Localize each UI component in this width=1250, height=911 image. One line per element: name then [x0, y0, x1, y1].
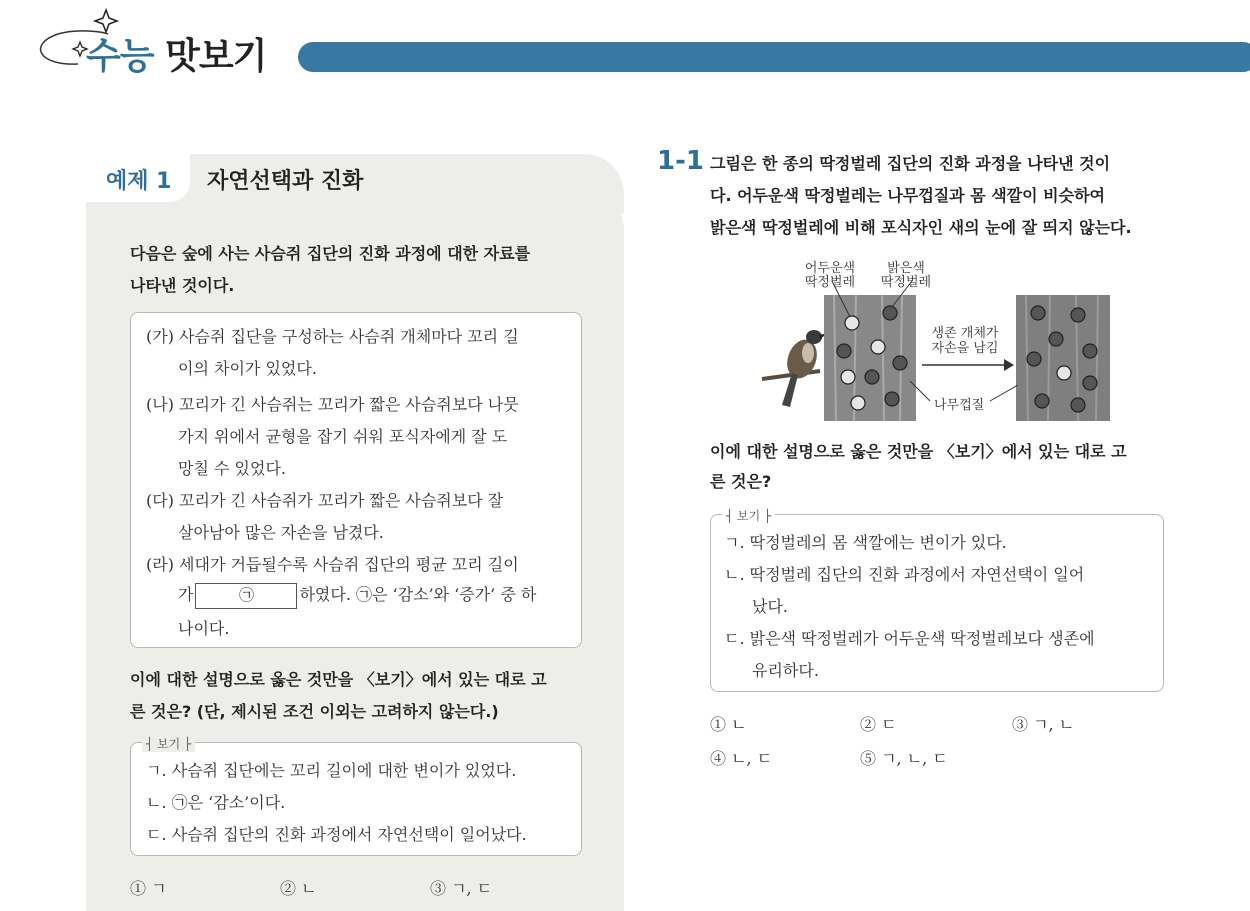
- data-item-3-line1: (다) 꼬리가 긴 사슴쥐가 꼬리가 짧은 사슴쥐보다 잘: [146, 491, 504, 510]
- title-accent: 수능: [86, 36, 154, 77]
- problem-choice-3[interactable]: ③ ㄱ, ㄴ: [1012, 715, 1075, 734]
- example-ask-line1: 이에 대한 설명으로 옳은 것만을 〈보기〉에서 있는 대로 고: [130, 670, 547, 689]
- problem-text-line2: 다. 어두운색 딱정벌레는 나무껍질과 몸 색깔이 비슷하여: [710, 186, 1105, 205]
- figure-label-dark: 어두운색 딱정벌레: [804, 261, 856, 290]
- figure-label-light: 밝은색 딱정벌레: [880, 261, 932, 290]
- problem-choice-2[interactable]: ② ㄷ: [860, 715, 897, 734]
- page-title: [86, 28, 266, 79]
- bird-icon: [782, 330, 828, 407]
- example-question-line2: 나타낸 것이다.: [130, 276, 235, 295]
- problem-text-line3: 밝은색 딱정벌레에 비해 포식자인 새의 눈에 잘 띄지 않는다.: [710, 218, 1132, 237]
- problem-ask-line1: 이에 대한 설명으로 옳은 것만을 〈보기〉에서 있는 대로 고: [710, 442, 1127, 461]
- problem-bogi-1: ㄱ. 딱정벌레의 몸 색깔에는 변이가 있다.: [724, 533, 1007, 552]
- problem-bogi-3-line2: 유리하다.: [752, 661, 819, 680]
- example-bogi-label: ┤ 보기 ├: [142, 735, 195, 752]
- problem-choice-5[interactable]: ⑤ ㄱ, ㄴ, ㄷ: [860, 749, 948, 768]
- problem-ask-line2: 른 것은?: [710, 472, 772, 491]
- data-item-2-line1: (나) 꼬리가 긴 사슴쥐는 꼬리가 짧은 사슴쥐보다 나뭇: [146, 395, 519, 414]
- data-item-4-line1: (라) 세대가 거듭될수록 사슴쥐 집단의 평균 꼬리 길이: [146, 555, 519, 574]
- data-item-1-line2: 이의 차이가 있었다.: [178, 359, 317, 378]
- problem-bogi-3-line1: ㄷ. 밝은색 딱정벌레가 어두운색 딱정벌레보다 생존에: [724, 629, 1095, 648]
- figure-bark-label: 나무껍질: [934, 398, 985, 413]
- blank-box: ㉠: [195, 583, 297, 609]
- data-item-4-post: 하였다. ㉠은 ‘감소’와 ‘증가’ 중 하: [299, 585, 537, 604]
- data-item-3-line2: 살아남아 많은 자손을 남겼다.: [178, 523, 384, 542]
- data-item-1-line1: (가) 사슴쥐 집단을 구성하는 사슴쥐 개체마다 꼬리 길: [146, 327, 519, 346]
- data-item-4-pre: 가: [178, 585, 194, 604]
- problem-bogi-2-line2: 났다.: [752, 597, 788, 616]
- data-item-4-line3: 나이다.: [178, 619, 230, 638]
- example-choice-3[interactable]: ③ ㄱ, ㄷ: [430, 879, 493, 898]
- data-item-2-line2: 가지 위에서 균형을 잡기 쉬워 포식자에게 잘 도: [178, 427, 508, 446]
- data-item-2-line3: 망칠 수 있었다.: [178, 459, 286, 478]
- example-bogi-2: ㄴ. ㉠은 ‘감소’이다.: [146, 793, 286, 812]
- example-choice-2[interactable]: ② ㄴ: [280, 879, 317, 898]
- example-choice-1[interactable]: ① ㄱ: [130, 879, 167, 898]
- problem-bogi-label: ┤ 보기 ├: [722, 507, 775, 524]
- problem-choice-1[interactable]: ① ㄴ: [710, 715, 747, 734]
- figure-arrow-label: 생존 개체가 자손을 남김: [931, 326, 999, 356]
- problem-bogi-2-line1: ㄴ. 딱정벌레 집단의 진화 과정에서 자연선택이 일어: [724, 565, 1085, 584]
- data-item-4-line2: [178, 582, 536, 609]
- problem-number: 1-1: [657, 146, 704, 176]
- problem-text-line1: 그림은 한 종의 딱정벌레 집단의 진화 과정을 나타낸 것이: [710, 154, 1111, 173]
- header-bar: [298, 42, 1250, 72]
- example-bogi-1: ㄱ. 사슴쥐 집단에는 꼬리 길이에 대한 변이가 있었다.: [146, 761, 517, 780]
- example-title: 자연선택과 진화: [207, 169, 364, 194]
- example-bogi-3: ㄷ. 사슴쥐 집단의 진화 과정에서 자연선택이 일어났다.: [146, 825, 527, 844]
- example-label: 예제 1: [106, 169, 172, 194]
- title-rest: 맛보기: [165, 36, 267, 77]
- example-ask-line2: 른 것은? (단, 제시된 조건 이외는 고려하지 않는다.): [130, 702, 499, 721]
- problem-choice-4[interactable]: ④ ㄴ, ㄷ: [710, 749, 773, 768]
- example-question-line1: 다음은 숲에 사는 사슴쥐 집단의 진화 과정에 대한 자료를: [130, 244, 531, 263]
